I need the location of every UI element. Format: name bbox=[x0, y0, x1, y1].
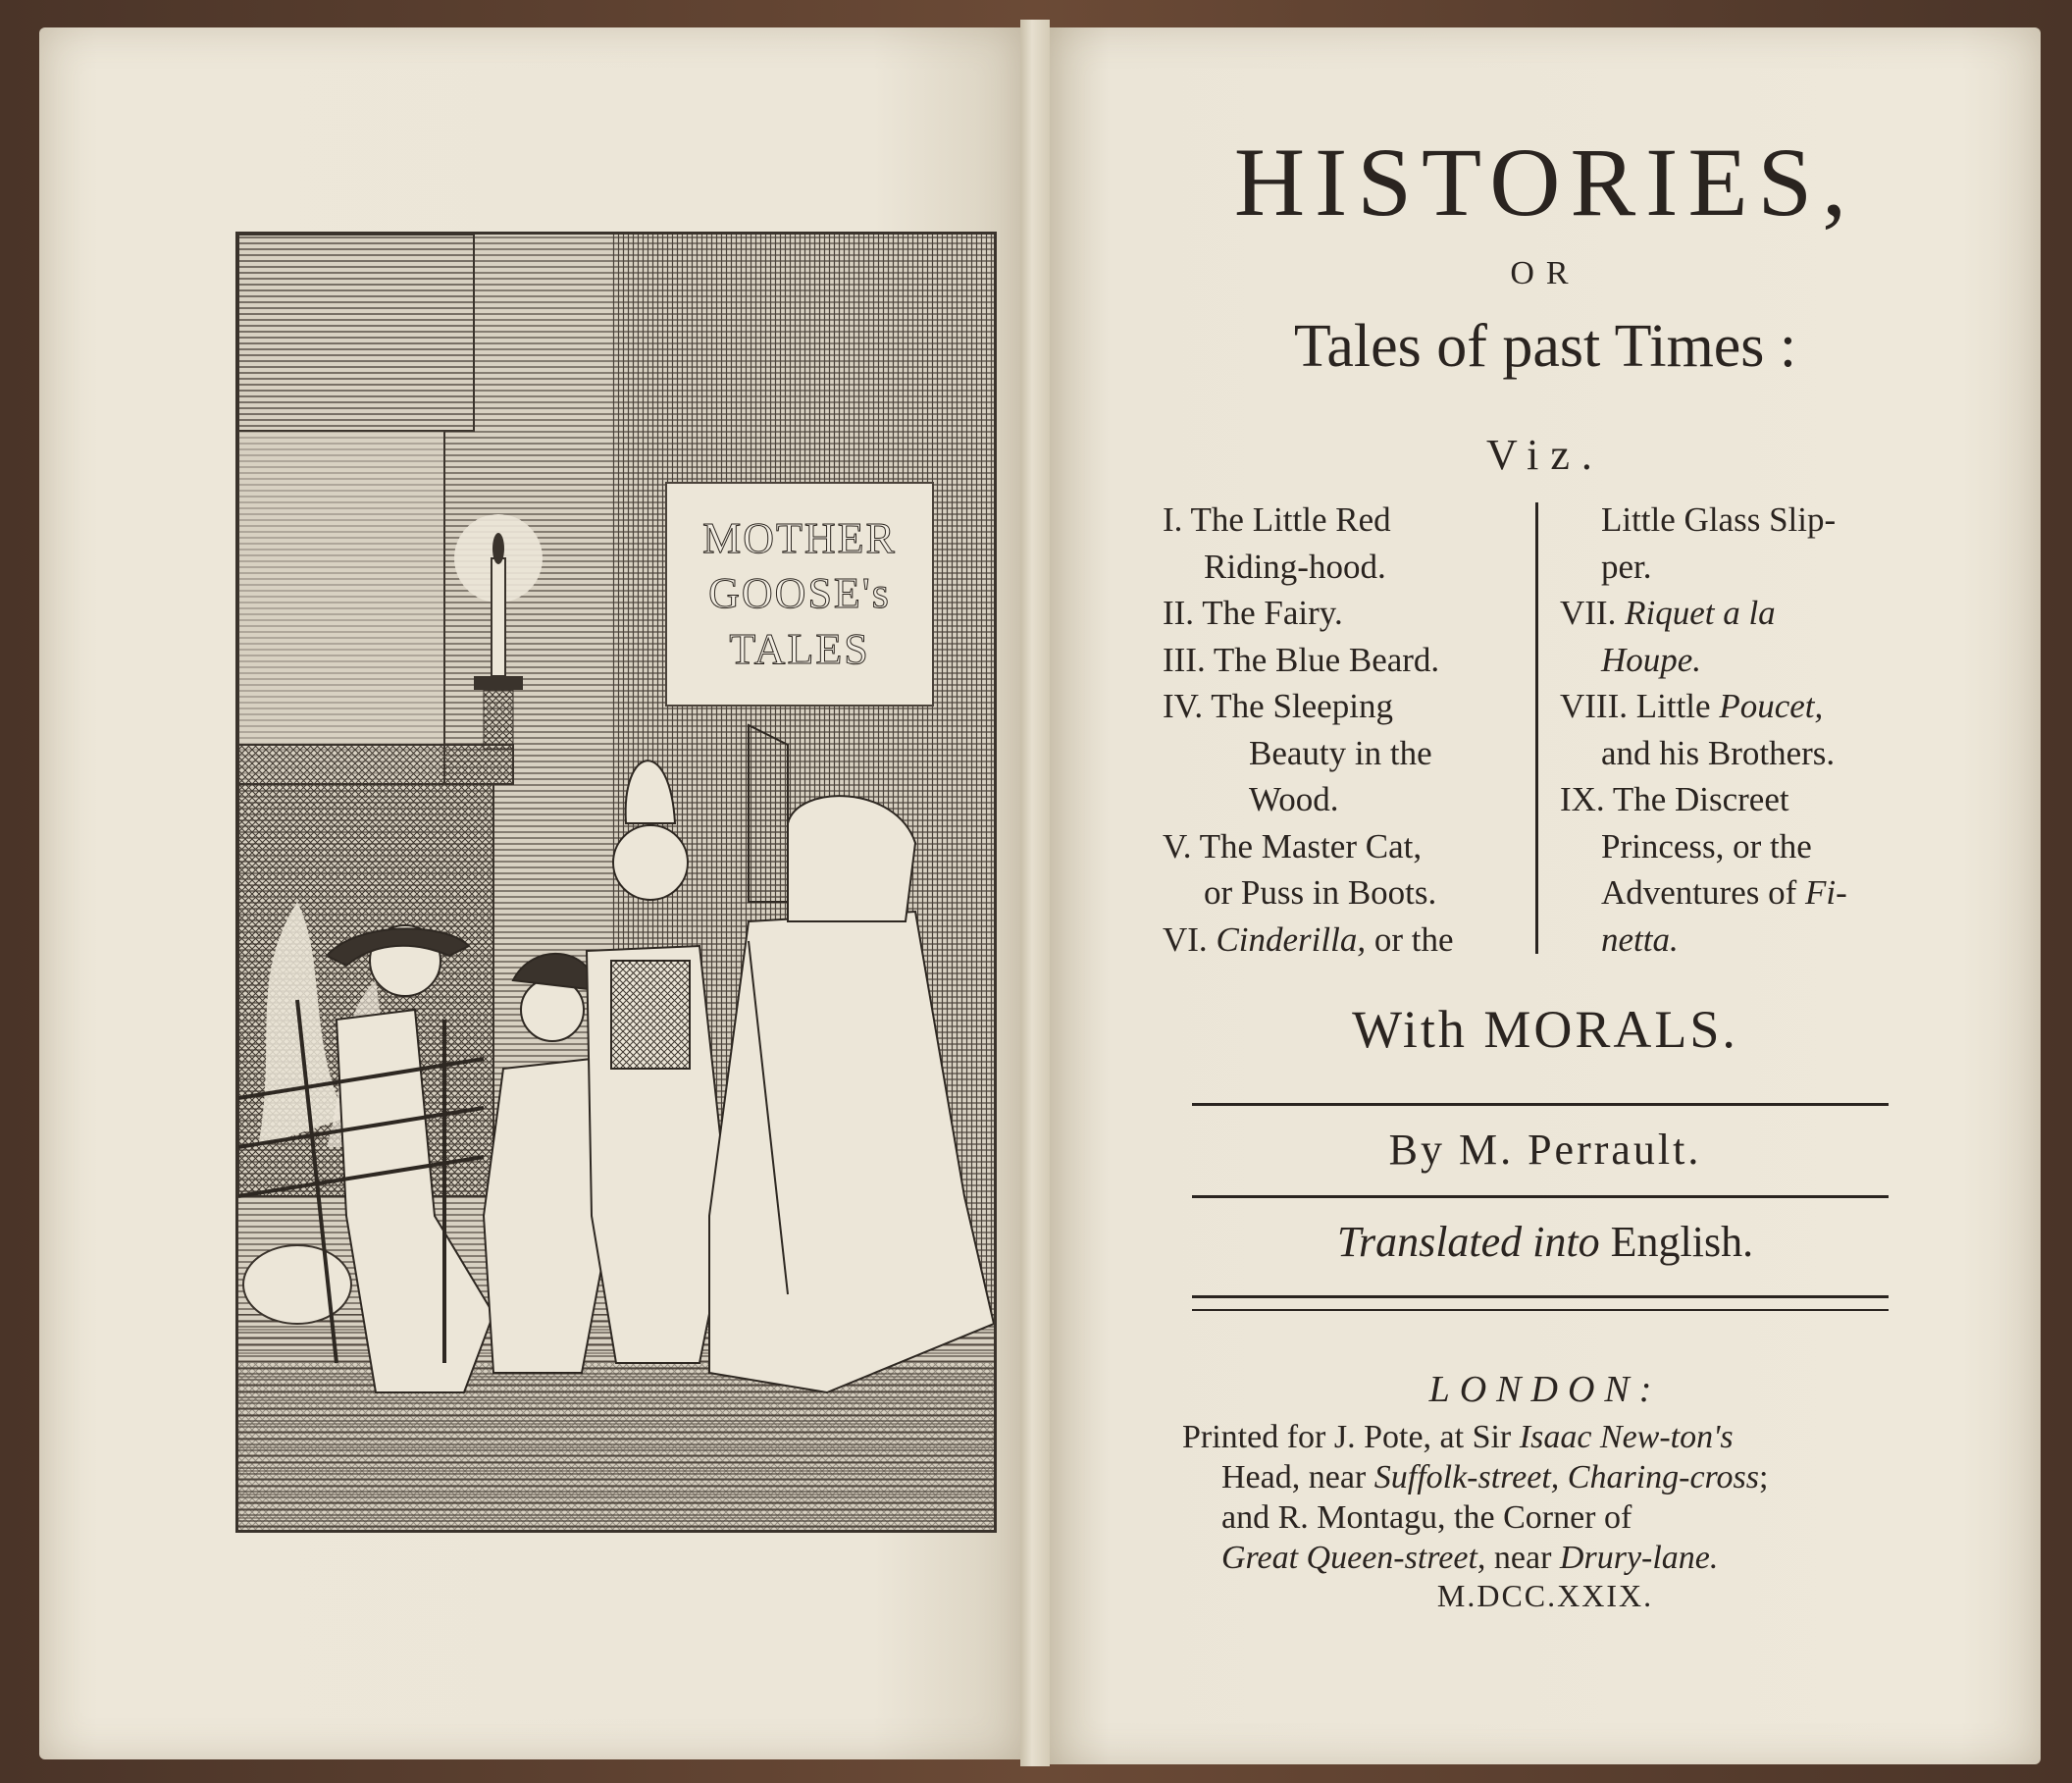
list-item: Houpe. bbox=[1601, 640, 1702, 679]
list-item: or Puss in Boots. bbox=[1204, 873, 1437, 912]
list-item: Adventures of Fi- bbox=[1601, 873, 1847, 912]
author-line: By M. Perrault. bbox=[1388, 1126, 1702, 1174]
list-item: VI. Cinderilla, or the bbox=[1163, 919, 1454, 959]
imprint-line-4: Great Queen-street, near Drury-lane. bbox=[1221, 1540, 1719, 1576]
subtitle-tales: Tales of past Times : bbox=[1293, 313, 1797, 380]
list-item: and his Brothers. bbox=[1601, 733, 1836, 772]
sign-line-3: TALES bbox=[729, 624, 870, 673]
viz-label: Viz. bbox=[1486, 431, 1604, 479]
rule-3 bbox=[1192, 1295, 1889, 1298]
contents-left-column bbox=[1163, 497, 1516, 963]
contents-right-column bbox=[1560, 497, 1918, 963]
mother-goose-sign bbox=[665, 482, 934, 707]
london-label: LONDON: bbox=[1428, 1369, 1662, 1410]
rule-1 bbox=[1192, 1103, 1889, 1106]
sign-line-2: GOOSE's bbox=[708, 569, 891, 618]
rule-2 bbox=[1192, 1195, 1889, 1198]
publication-date: M.DCC.XXIX. bbox=[1436, 1578, 1654, 1613]
imprint-line-3: and R. Montagu, the Corner of bbox=[1221, 1499, 1632, 1536]
list-item: IV. The Sleeping bbox=[1163, 687, 1393, 725]
list-item: Little Glass Slip- bbox=[1601, 500, 1837, 539]
list-item: II. The Fairy. bbox=[1163, 594, 1343, 632]
book-gutter bbox=[1020, 20, 1050, 1766]
translated-italic: Translated into bbox=[1336, 1218, 1600, 1266]
list-item: Princess, or the bbox=[1601, 826, 1812, 865]
list-item: VIII. Little Poucet, bbox=[1560, 687, 1824, 725]
list-item: IX. The Discreet bbox=[1560, 780, 1789, 818]
imprint-line-2: Head, near Suffolk-street, Charing-cross; bbox=[1221, 1459, 1769, 1495]
title-page bbox=[1050, 27, 2041, 1764]
translated-english: English. bbox=[1610, 1218, 1754, 1266]
engraving-illustration bbox=[238, 235, 994, 1530]
imprint bbox=[1182, 1417, 1928, 1578]
left-page bbox=[39, 27, 1020, 1759]
sign-line-1: MOTHER bbox=[702, 514, 897, 563]
with-morals: With MORALS. bbox=[1352, 1000, 1738, 1059]
column-rule bbox=[1535, 502, 1538, 954]
list-item: netta. bbox=[1601, 919, 1679, 959]
title-or: OR bbox=[1510, 255, 1580, 291]
list-item: Wood. bbox=[1249, 780, 1339, 818]
title-histories: HISTORIES, bbox=[1233, 128, 1857, 236]
rule-3b bbox=[1192, 1309, 1889, 1311]
list-item: VII. Riquet a la bbox=[1560, 594, 1776, 632]
imprint-line-1: Printed for J. Pote, at Sir Isaac New-ton's bbox=[1182, 1419, 1734, 1455]
list-item: V. The Master Cat, bbox=[1163, 826, 1423, 865]
list-item: Riding-hood. bbox=[1204, 547, 1386, 586]
list-item: Beauty in the bbox=[1249, 733, 1432, 772]
list-item: I. The Little Red bbox=[1163, 500, 1391, 539]
contents-list bbox=[1163, 497, 1938, 958]
translated-line bbox=[1050, 1217, 2041, 1267]
list-item: per. bbox=[1601, 547, 1652, 586]
frontispiece-engraving bbox=[235, 232, 997, 1533]
list-item: III. The Blue Beard. bbox=[1163, 640, 1440, 679]
